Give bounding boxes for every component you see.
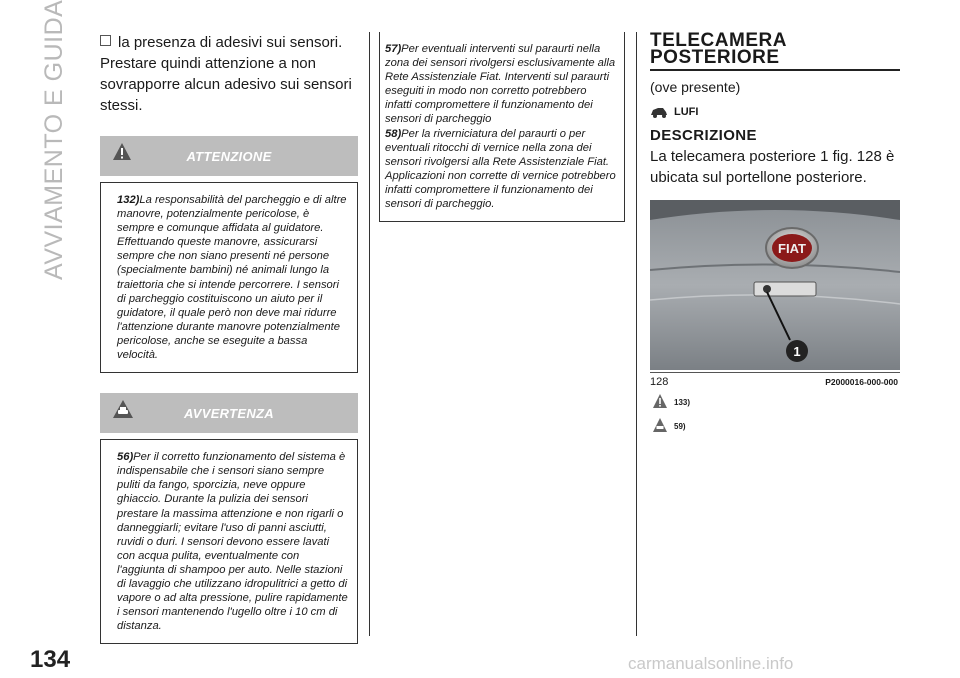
intro-paragraph: la presenza di adesivi sui sensori. Prestare quindi attenzione a non sovrapporre alcun adesivo sui sensori stessi. [100, 34, 352, 114]
section-title: TELECAMERA POSTERIORE [650, 30, 787, 68]
car-tailgate-image [650, 200, 900, 370]
reference-number: 133) [674, 398, 691, 407]
figure-code: P2000016-000-000 [825, 377, 898, 387]
chapter-side-title: AVVIAMENTO E GUIDA [40, 0, 68, 280]
avvertenza-text: Per il corretto funzionamento del sistema è indispensabile che i sensori siano sempre puliti da fango, sporcizia, neve oppure ghiaccio. Durante la pulizia dei sensori prestare la massima attenzione e non rigarli o danneggiarli; evitare l'uso di panni asciutti, ruvidi o duri. I sensori devono essere lavati con acqua pulita, eventualmente con l'aggiunta di shampoo per auto. Nelle stazioni di lavaggio che utilizzano idropulitrici a getto di vapore o ad alta pressione, pulire rapidamente i sensori mantenendo l'ugello oltre i 10 cm di distanza. [117, 451, 348, 633]
version-icon [650, 101, 900, 121]
column-divider [369, 32, 370, 636]
callout-marker: 1 [793, 344, 801, 359]
attenzione-title: ATTENZIONE [186, 149, 272, 164]
description-heading: DESCRIZIONE [650, 127, 757, 144]
avvertenza-box [100, 439, 358, 644]
column-1 [100, 32, 358, 644]
car-caution-icon [652, 417, 668, 433]
attenzione-text: La responsabilità del parcheggio e di altre manovre, potenzialmente pericolose, è sempre e comunque affidata al guidatore. Effettuando queste manovre, assicurarsi sempre che non siano presenti né persone (specialmente bambini) né animali lungo la traiettoria che si intende percorrere. I sensori di parcheggio costituiscono un aiuto per il guidatore, il quale però non deve mai ridurre l'attenzione durante manovre potenzialmente pericolose, anche se eseguite a bassa velocità. [117, 194, 347, 362]
page-number: 134 [30, 646, 71, 673]
subtitle: (ove presente) [650, 79, 741, 95]
description-paragraph: La telecamera posteriore 1 fig. 128 è ubicata sul portellone posteriore. [650, 148, 895, 186]
checkbox-bullet-icon [100, 35, 111, 46]
figure-caption [650, 372, 900, 391]
title-underline [650, 69, 900, 71]
column-2-notes [379, 32, 625, 222]
note-number: 56) [117, 451, 134, 464]
reference-attenzione [650, 391, 900, 415]
attenzione-header [100, 136, 358, 176]
note-number: 132) [117, 194, 140, 206]
column-divider [636, 32, 637, 636]
variant-code: LUFI [674, 106, 699, 118]
note-58-text: Per la riverniciatura del paraurti o per eventuali ritocchi di vernice nella zona dei sensori rivolgersi alla Rete Assistenziale Fiat. Applicazioni non corrette di vernice potrebbero infatti compromettere il funzionamento dei sensori di parcheggio. [385, 127, 616, 211]
watermark: carmanualsonline.info [628, 654, 794, 673]
rear-camera-photo [650, 200, 900, 370]
note-number: 58) [385, 127, 402, 140]
column-3 [650, 32, 900, 439]
reference-number: 59) [674, 422, 686, 431]
note-57-text: Per eventuali interventi sul paraurti nella zona dei sensori rivolgersi esclusivamente alla Rete Assistenziale Fiat. Interventi sul paraurti eseguiti in modo non corretto potrebbero infatti compromettere il funzionamento dei sensori di parcheggio [385, 43, 616, 126]
warning-triangle-icon [652, 393, 668, 409]
avvertenza-header [100, 393, 358, 433]
figure-number: 128 [650, 376, 669, 388]
attenzione-box [100, 182, 358, 373]
fiat-logo: FIAT [778, 241, 806, 256]
reference-avvertenza [650, 415, 900, 439]
note-number: 57) [385, 43, 402, 55]
avvertenza-title: AVVERTENZA [184, 406, 274, 422]
